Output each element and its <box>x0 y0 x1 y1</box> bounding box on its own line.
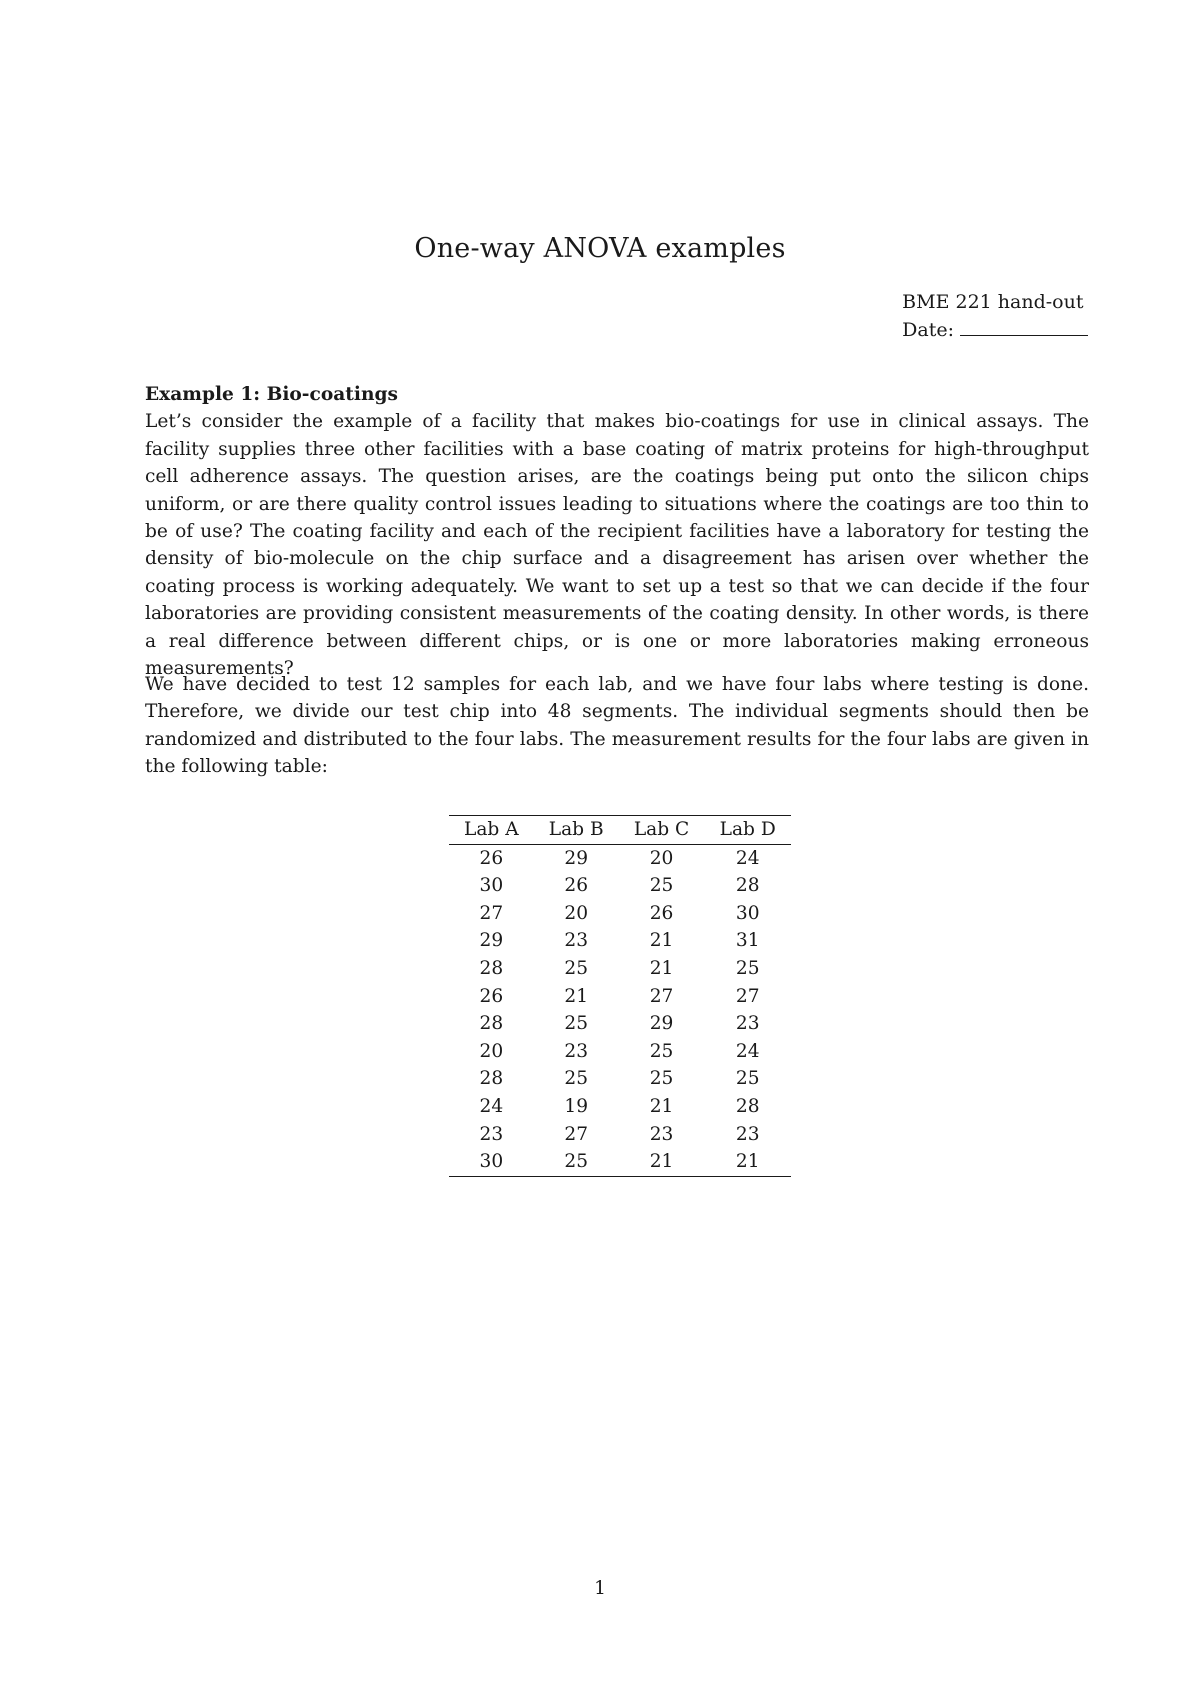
table-body <box>449 844 791 1176</box>
table-cell: 28 <box>479 957 504 979</box>
column-header: Lab C <box>619 816 705 845</box>
table-row <box>449 872 791 900</box>
table-cell: 25 <box>564 1013 589 1035</box>
table-cell: 23 <box>735 1013 760 1035</box>
table-cell: 31 <box>735 930 760 952</box>
table-cell: 28 <box>479 1068 504 1090</box>
paragraph-1: Let’s consider the example of a facility that makes bio-coatings for use in clinical assays. The facility supplies three other facilities with a base coating of matrix proteins for high-throughput cell adherence assays. The question arises, are the coatings being put onto the silicon chips uniform, or are there quality control issues leading to situations where the coatings are too thin to be of use? The coating facility and each of the recipient facilities have a laboratory for testing the density of bio-molecule on the chip surface and a disagreement has arisen over whether the coating process is working adequately. We want to set up a test so that we can decide if the four laboratories are providing consistent measurements of the coating density. In other words, is there a real difference between different chips, or is one or more laboratories making erroneous measurements? <box>145 411 1089 680</box>
table-cell: 25 <box>564 957 589 979</box>
table-cell: 25 <box>735 1068 760 1090</box>
column-header: Lab B <box>534 816 619 845</box>
date-row <box>902 316 1088 344</box>
table-cell: 20 <box>479 1040 504 1062</box>
column-header: Lab A <box>449 816 534 845</box>
table-cell: 23 <box>479 1123 504 1145</box>
table-cell: 30 <box>449 1148 534 1176</box>
table-cell: 19 <box>564 1095 589 1117</box>
table-cell: 21 <box>704 1148 791 1176</box>
example-section <box>145 381 1089 682</box>
table-cell: 23 <box>564 930 589 952</box>
page-number: 1 <box>594 1578 606 1599</box>
table-row <box>449 844 791 872</box>
table-cell: 25 <box>649 875 674 897</box>
table-cell: 29 <box>564 847 589 869</box>
table-cell: 21 <box>649 1095 674 1117</box>
table-cell: 27 <box>649 985 674 1007</box>
table-row <box>449 1010 791 1038</box>
table-cell: 25 <box>649 1068 674 1090</box>
table-cell: 21 <box>649 930 674 952</box>
table-cell: 20 <box>649 847 674 869</box>
table-cell: 26 <box>564 875 589 897</box>
table-row <box>449 1093 791 1121</box>
table-row <box>449 1065 791 1093</box>
table-cell: 20 <box>564 902 589 924</box>
table-row <box>449 1038 791 1066</box>
table-row <box>449 1148 791 1176</box>
paragraph-2: We have decided to test 12 samples for each lab, and we have four labs where testing is done. Therefore, we divide our test chip into 48 segments. The individual segments should then be randomized and distributed to the four labs. The measurement results for the four labs are given in the following table: <box>145 674 1089 778</box>
table-cell: 27 <box>564 1123 589 1145</box>
table-cell: 23 <box>735 1123 760 1145</box>
table-cell: 21 <box>649 957 674 979</box>
table-cell: 26 <box>479 847 504 869</box>
table-cell: 27 <box>735 985 760 1007</box>
table-cell: 29 <box>479 930 504 952</box>
table-row <box>449 900 791 928</box>
table-cell: 24 <box>735 1040 760 1062</box>
table-row <box>449 955 791 983</box>
table-cell: 26 <box>479 985 504 1007</box>
page-title: One-way ANOVA examples <box>414 233 786 265</box>
table-cell: 21 <box>619 1148 705 1176</box>
table-row <box>449 1121 791 1149</box>
table-cell: 28 <box>735 875 760 897</box>
table-cell: 23 <box>564 1040 589 1062</box>
table-cell: 25 <box>564 1068 589 1090</box>
table-cell: 30 <box>479 875 504 897</box>
table-row <box>449 983 791 1011</box>
table-cell: 23 <box>649 1123 674 1145</box>
table-row <box>449 927 791 955</box>
table-cell: 26 <box>649 902 674 924</box>
column-header: Lab D <box>704 816 791 845</box>
course-label: BME 221 hand-out <box>902 291 1084 313</box>
table-cell: 25 <box>649 1040 674 1062</box>
table-cell: 25 <box>735 957 760 979</box>
date-blank-line <box>960 317 1088 336</box>
date-label: Date: <box>902 319 954 341</box>
table-header-row <box>449 816 791 845</box>
table-cell: 30 <box>735 902 760 924</box>
table-cell: 25 <box>534 1148 619 1176</box>
table-cell: 28 <box>735 1095 760 1117</box>
document-meta <box>902 288 1088 344</box>
table-cell: 29 <box>649 1013 674 1035</box>
table-cell: 24 <box>479 1095 504 1117</box>
table-cell: 24 <box>735 847 760 869</box>
table-cell: 28 <box>479 1013 504 1035</box>
table-cell: 27 <box>479 902 504 924</box>
table-cell: 21 <box>564 985 589 1007</box>
section-heading: Example 1: Bio-coatings <box>145 384 398 405</box>
lab-measurements-table <box>449 815 791 1177</box>
